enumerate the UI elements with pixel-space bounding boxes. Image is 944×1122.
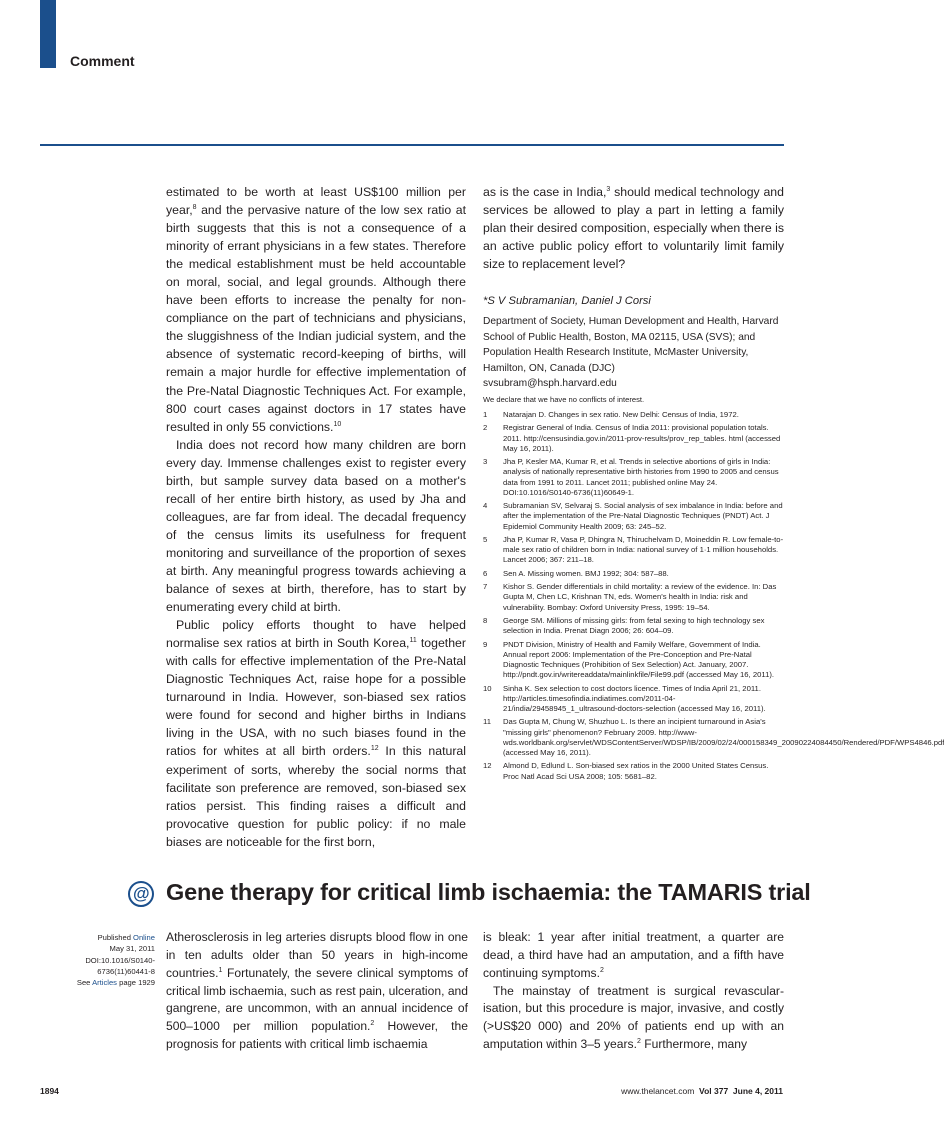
- reference-item: 8 George SM. Millions of missing girls: from fetal sexing to high technology sex selection in India. Prenat Diagn 2006; 26: 604–09.: [483, 615, 765, 636]
- paragraph: India does not record how many children are born every day. Immense challenges exist to register every birth, but sample survey data based on a mother's recall of her entire birth history, as used by Jha and colleagues, are far from ideal. The decadal frequency of the census limits its usefulness for frequent monitoring and surveillance of the proportion of sexes at birth. Any meaningful progress towards achieving a balance of sexes at birth, therefore, has to start by enumerating every child at birth.: [166, 437, 466, 615]
- paragraph: as is the case in India,$^3$ should medical technology and services be allowed to play a part in letting a family plan their desired composition, especially when there is an active public policy effort to voluntarily limit family size to replacement level?: [483, 185, 784, 272]
- reference-item: 7 Kishor S. Gender differentials in child mortality: a review of the evidence. In: Das Gupta M, Chen LC, Krishnan TN, eds. Women's health in India: risk and vulnerability. Bombay: Oxford University Press, 1995: 19–54.: [483, 582, 777, 612]
- reference-item: 4 Subramanian SV, Selvaraj S. Social analysis of sex imbalance in India: before and after the implementation of the Pre-Natal Diagnostic Techniques (PNDT) Act. J Epidemiol Community Health 2009; 63: 245–52.: [483, 501, 783, 531]
- affiliation-line: Department of Society, Human Development and Health, Harvard: [483, 316, 779, 327]
- affiliation-line: Population Health Research Institute, McMaster University,: [483, 347, 749, 359]
- article-right-column: [483, 929, 784, 1054]
- reference-item: 6 Sen A. Missing women. BMJ 1992; 304: 587–88.: [483, 568, 669, 578]
- reference-item: 10 Sinha K. Sex selection to cost doctors licence. Times of India April 21, 2011. http://articles.timesofindia.indiatimes.com/2011-04-21/india/29458945_1_ultrasound-doctors-selection (accessed May 16, 2011).: [483, 683, 766, 713]
- online-first-icon: @: [128, 881, 154, 907]
- paragraph: Public policy efforts thought to have helped normalise sex ratios at birth in South Korea,$^{11}$ together with calls for effective implementation of the Pre-Natal Diagnostic Techniques Act, raise hope for a possible turnaround in India. However, son-biased sex ratios were found for second and higher births in Indians living in the USA, with no such biases found in the ratios for whites at all birth orders.$^{12}$ In this natural experiment of sorts, whereby the social norms that facilitate son preference are removed, son-biased sex ratios persist. This finding raises a difficult and provocative question for public policy: if no male biases are noticeable for the first born,: [166, 618, 466, 849]
- top-article-left-column: [166, 183, 466, 851]
- affiliation: [483, 314, 784, 392]
- publication-sidebar: [40, 932, 155, 988]
- section-color-bar: [40, 0, 56, 68]
- reference-item: 12 Almond D, Edlund L. Son-biased sex ratios in the 2000 United States Census. Proc Natl Acad Sci USA 2008; 105: 5681–82.: [483, 761, 769, 781]
- journal-footer: [621, 1086, 783, 1096]
- issue-date: June 4, 2011: [732, 1086, 783, 1096]
- article-left-column: [166, 929, 468, 1054]
- header-rule: [40, 144, 784, 146]
- conflict-declaration: We declare that we have no conflicts of interest.: [483, 395, 645, 404]
- reference-item: 11 Das Gupta M, Chung W, Shuzhuo L. Is there an incipient turnaround in Asia's "missing girls" phenomenon? February 2009. http://www-wds.worldbank.org/servlet/WDSContentServer/WDSP/IB/2009/02/24/000158349_20090224084450/Rendered/PDF/WPS4846.pdf (accessed May 16, 2011).: [483, 717, 944, 757]
- authors: *S V Subramanian, Daniel J Corsi: [483, 295, 651, 307]
- published-date: May 31, 2011: [109, 944, 155, 954]
- reference-item: 3 Jha P, Kesler MA, Kumar R, et al. Trends in selective abortions of girls in India: analysis of nationally representative birth histories from 1990 to 2005 and census data from 1991 to 2011. Lancet 2011; published online May 24. DOI:10.1016/S0140-6736(11)60649-1.: [483, 457, 779, 497]
- journal-volume: Vol 377: [699, 1086, 729, 1096]
- see-articles: See Articles page 1929: [76, 978, 155, 988]
- published-online: Published Online: [97, 933, 155, 942]
- reference-item: 9 PNDT Division, Ministry of Health and Family Welfare, Government of India. Annual report 2006: Implementation of the Pre-Conception and Pre-Natal Diagnostic Techniques (Prohibition of Sex Selection) Act. January, 2007. http://pndt.gov.in/writereaddata/mainlinkfile/File99.pdf (accessed May 16, 2011).: [483, 639, 775, 680]
- top-article-right-column: [483, 183, 784, 273]
- paragraph: Atherosclerosis in leg arteries disrupts blood flow in one in ten adults older than 50 years in high-income countries.$^1$ Fortunately, the severe clinical symptoms of critical limb ischaemia, such as rest pain, ulceration, and gangrene, are uncommon, with an annual incidence of 500–1000 per million population.$^2$ However, the prognosis for patients with critical limb ischaemia: [166, 930, 468, 1052]
- section-label: Comment: [70, 53, 135, 69]
- reference-list: [483, 410, 944, 785]
- online-link[interactable]: Online: [133, 933, 155, 942]
- journal-site[interactable]: www.thelancet.com: [621, 1086, 695, 1096]
- doi-line: DOI:10.1016/S0140-: [85, 955, 155, 965]
- page-number: 1894: [40, 1086, 59, 1096]
- paragraph: The mainstay of treatment is surgical revascular-isation, but this procedure is major, invasive, and costly (>US$20 000) and 20% of patients end up with an amputation within 3–5 years.$^2$ Furthermore, many: [483, 983, 784, 1052]
- articles-link[interactable]: Articles: [92, 978, 117, 988]
- paragraph: is bleak: 1 year after initial treatment, a quarter are dead, a third have had an amputation, and a fifth have continuing symptoms.$^2$: [483, 930, 784, 980]
- reference-item: 2 Registrar General of India. Census of India 2011: provisional population totals. 2011. http://censusindia.gov.in/2011-prov-results/prov_rep_tables. html (accessed May 16, 2011).: [483, 423, 781, 453]
- affiliation-line: Hamilton, ON, Canada (DJC): [483, 362, 615, 374]
- affiliation-line: School of Public Health, Boston, MA 02115, USA (SVS); and: [483, 331, 756, 343]
- reference-item: 1 Natarajan D. Changes in sex ratio. New Delhi: Census of India, 1972.: [483, 410, 739, 419]
- doi-line: 6736(11)60441-8: [97, 966, 155, 976]
- article-title: Gene therapy for critical limb ischaemia: the TAMARIS trial: [166, 879, 811, 905]
- author-email[interactable]: svsubram@hsph.harvard.edu: [483, 378, 617, 390]
- paragraph: estimated to be worth at least US$100 million per year,$^8$ and the pervasive nature of the low sex ratio at birth suggests that this is not a consequence of a minority of errant physicians in a few states. Therefore the medical establishment must be held accountable on moral, social, and legal grounds. Although there have been efforts to increase the penalty for non-compliance on the part of technicians and physicians, the sluggishness of the Indian judicial system, and the absence of systematic record-keeping of births, will remain a major hurdle for effective implementation of the Pre-Natal Diagnostic Techniques Act. For example, 800 court cases against doctors in 17 states have resulted in only 55 convictions.$^{10}$: [166, 185, 466, 434]
- reference-item: 5 Jha P, Kumar R, Vasa P, Dhingra N, Thiruchelvam D, Moineddin R. Low female-to-male sex ratio of children born in India: national survey of 1·1 million households. Lancet 2006; 367: 211–18.: [483, 534, 784, 565]
